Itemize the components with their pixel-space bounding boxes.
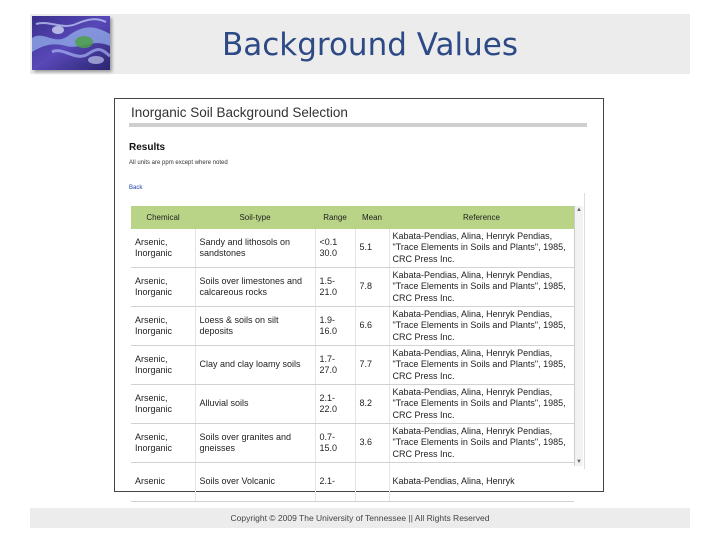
- column-header[interactable]: Chemical: [131, 206, 195, 229]
- chemical-cell: Arsenic: [131, 463, 195, 502]
- range-cell: 2.1- 22.0: [315, 385, 355, 424]
- soil-type-cell: Clay and clay loamy soils: [195, 346, 315, 385]
- range-cell: 1.9- 16.0: [315, 307, 355, 346]
- range-cell: 1.7- 27.0: [315, 346, 355, 385]
- column-header[interactable]: Range: [315, 206, 355, 229]
- satellite-logo: [32, 16, 110, 70]
- soil-type-cell: Sandy and lithosols on sandstones: [195, 229, 315, 268]
- reference-cell: Kabata-Pendias, Alina, Henryk Pendias, "Trace Elements in Soils and Plants", 1985, CRC Press Inc.: [389, 385, 574, 424]
- footer-copyright: Copyright © 2009 The University of Tennessee || All Rights Reserved: [230, 513, 490, 523]
- results-table: [131, 206, 574, 502]
- table-row: [131, 268, 574, 307]
- page-heading: Inorganic Soil Background Selection: [131, 105, 348, 120]
- reference-cell: Kabata-Pendias, Alina, Henryk Pendias, "Trace Elements in Soils and Plants", 1985, CRC Press Inc.: [389, 424, 574, 463]
- mean-cell: 7.7: [355, 346, 389, 385]
- mean-cell: 8.2: [355, 385, 389, 424]
- heading-divider: [129, 123, 587, 127]
- reference-cell: Kabata-Pendias, Alina, Henryk Pendias, "Trace Elements in Soils and Plants", 1985, CRC Press Inc.: [389, 307, 574, 346]
- soil-type-cell: Soils over limestones and calcareous rocks: [195, 268, 315, 307]
- soil-type-cell: Alluvial soils: [195, 385, 315, 424]
- soil-type-cell: Loess & soils on silt deposits: [195, 307, 315, 346]
- back-link[interactable]: Back: [129, 185, 143, 191]
- mean-cell: 3.6: [355, 424, 389, 463]
- table-row: [131, 424, 574, 463]
- table-row: [131, 346, 574, 385]
- column-header[interactable]: Mean: [355, 206, 389, 229]
- range-cell: <0.1 30.0: [315, 229, 355, 268]
- results-heading: Results: [129, 142, 166, 153]
- chemical-cell: Arsenic, Inorganic: [131, 229, 195, 268]
- table-row: [131, 463, 574, 502]
- column-header[interactable]: Reference: [389, 206, 574, 229]
- scroll-down-icon[interactable]: ▼: [576, 459, 582, 465]
- chemical-cell: Arsenic, Inorganic: [131, 385, 195, 424]
- mean-cell: 6.6: [355, 307, 389, 346]
- soil-type-cell: Soils over Volcanic: [195, 463, 315, 502]
- table-scrollbar[interactable]: [574, 206, 583, 466]
- range-cell: 0.7- 15.0: [315, 424, 355, 463]
- results-note: All units are ppm except where noted: [129, 160, 228, 166]
- chemical-cell: Arsenic, Inorganic: [131, 424, 195, 463]
- reference-cell: Kabata-Pendias, Alina, Henryk Pendias, "Trace Elements in Soils and Plants", 1985, CRC Press Inc.: [389, 268, 574, 307]
- table-row: [131, 307, 574, 346]
- scroll-up-icon[interactable]: ▲: [576, 207, 582, 213]
- range-cell: 1.5- 21.0: [315, 268, 355, 307]
- column-header[interactable]: Soil-type: [195, 206, 315, 229]
- chemical-cell: Arsenic, Inorganic: [131, 307, 195, 346]
- table-row: [131, 229, 574, 268]
- mean-cell: 5.1: [355, 229, 389, 268]
- results-table-container: [131, 206, 574, 487]
- chemical-cell: Arsenic, Inorganic: [131, 268, 195, 307]
- slide-title: Background Values: [221, 27, 519, 63]
- reference-cell: Kabata-Pendias, Alina, Henryk Pendias, "Trace Elements in Soils and Plants", 1985, CRC Press Inc.: [389, 229, 574, 268]
- chemical-cell: Arsenic, Inorganic: [131, 346, 195, 385]
- table-header-row: [131, 206, 574, 229]
- table-row: [131, 385, 574, 424]
- reference-cell: Kabata-Pendias, Alina, Henryk: [389, 463, 574, 502]
- page-scrollbar[interactable]: [584, 193, 592, 469]
- reference-cell: Kabata-Pendias, Alina, Henryk Pendias, "Trace Elements in Soils and Plants", 1985, CRC Press Inc.: [389, 346, 574, 385]
- embedded-screenshot: [114, 98, 604, 492]
- range-cell: 2.1-: [315, 463, 355, 502]
- mean-cell: 7.8: [355, 268, 389, 307]
- mean-cell: [355, 463, 389, 502]
- soil-type-cell: Soils over granites and gneisses: [195, 424, 315, 463]
